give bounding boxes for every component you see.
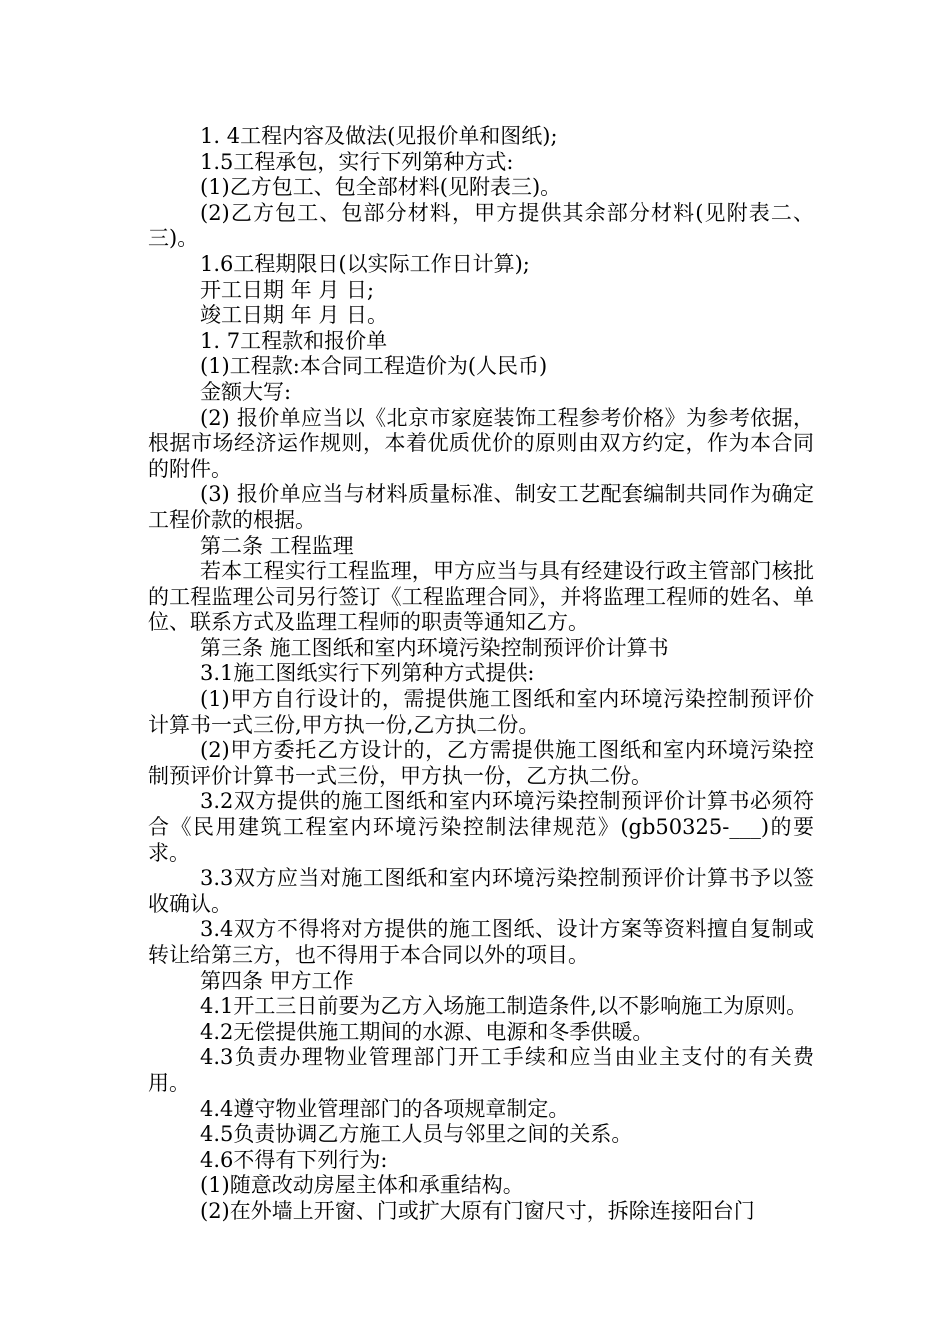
clause-1-7-item-1: (1)工程款:本合同工程造价为(人民币) (200, 354, 548, 379)
clause-3-1: 3.1施工图纸实行下列第种方式提供: (200, 661, 535, 686)
clause-1-7-item-3: (3) 报价单应当与材料质量标准、制安工艺配套编制共同作为确定工程价款的根据。 (148, 482, 814, 532)
start-date-line: 开工日期 年 月 日; (200, 277, 375, 302)
clause-4-6-item-1: (1)随意改动房屋主体和承重结构。 (200, 1173, 524, 1198)
article-2-heading: 第二条 工程监理 (200, 533, 354, 558)
article-4-heading: 第四条 甲方工作 (200, 968, 354, 993)
clause-3-2: 3.2双方提供的施工图纸和室内环境污染控制预评价计算书必须符合《民用建筑工程室内环境污染控制法律规范》(gb50325-___)的要求。 (148, 789, 814, 865)
clause-4-2: 4.2无偿提供施工期间的水源、电源和冬季供暖。 (200, 1019, 654, 1044)
clause-3-1-option-1: (1)甲方自行设计的，需提供施工图纸和室内环境污染控制预评价计算书一式三份,甲方执一份,乙方执二份。 (148, 687, 814, 737)
end-date-line: 竣工日期 年 月 日。 (200, 303, 389, 328)
article-3-heading: 第三条 施工图纸和室内环境污染控制预评价计算书 (200, 635, 669, 660)
clause-4-1: 4.1开工三日前要为乙方入场施工制造条件,以不影响施工为原则。 (200, 994, 808, 1019)
clause-1-7-item-2: (2) 报价单应当以《北京市家庭装饰工程参考价格》为参考依据，根据市场经济运作规则，本着优质优价的原则由双方约定，作为本合同的附件。 (148, 405, 814, 481)
amount-in-words-line: 金额大写: (200, 379, 292, 404)
clause-1-4: 1. 4工程内容及做法(见报价单和图纸); (200, 124, 558, 148)
clause-3-3: 3.3双方应当对施工图纸和室内环境污染控制预评价计算书予以签收确认。 (148, 866, 814, 916)
clause-3-1-option-2: (2)甲方委托乙方设计的，乙方需提供施工图纸和室内环境污染控制预评价计算书一式三份，甲方执一份，乙方执二份。 (148, 738, 814, 788)
clause-4-5: 4.5负责协调乙方施工人员与邻里之间的关系。 (200, 1122, 633, 1147)
clause-4-6-item-2: (2)在外墙上开窗、门或扩大原有门窗尺寸，拆除连接阳台门 (200, 1198, 755, 1223)
clause-4-6: 4.6不得有下列行为: (200, 1147, 388, 1172)
clause-3-4: 3.4双方不得将对方提供的施工图纸、设计方案等资料擅自复制或转让给第三方，也不得用于本合同以外的项目。 (148, 917, 814, 967)
clause-1-5: 1.5工程承包，实行下列第种方式: (200, 149, 514, 174)
clause-1-6: 1.6工程期限日(以实际工作日计算); (200, 251, 530, 276)
clause-1-7: 1. 7工程款和报价单 (200, 328, 388, 353)
article-2-body: 若本工程实行工程监理，甲方应当与具有经建设行政主管部门核批的工程监理公司另行签订《工程监理合同》，并将监理工程师的姓名、单位、联系方式及监理工程师的职责等通知乙方。 (148, 559, 814, 635)
clause-4-4: 4.4遵守物业管理部门的各项规章制定。 (200, 1096, 570, 1121)
clause-1-5-option-1: (1)乙方包工、包全部材料(见附表三)。 (200, 175, 562, 200)
clause-1-5-option-2: (2)乙方包工、包部分材料，甲方提供其余部分材料(见附表二、三)。 (148, 200, 814, 251)
clause-4-3: 4.3负责办理物业管理部门开工手续和应当由业主支付的有关费用。 (148, 1045, 814, 1095)
contract-body (148, 124, 814, 1225)
